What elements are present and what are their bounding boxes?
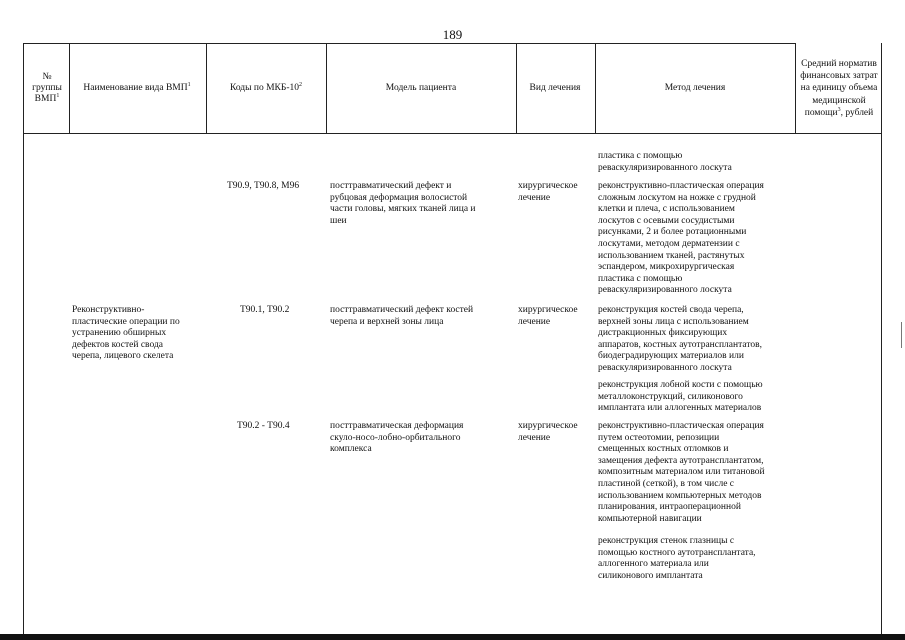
text-line: лечение bbox=[518, 432, 551, 443]
text-line: реконструктивно-пластическая операция bbox=[598, 421, 764, 431]
text-line: биодеградирующих материалов или bbox=[598, 351, 744, 362]
text-line: помощью костного аутотрансплантата, bbox=[598, 547, 756, 558]
row2-treatment-method-a bbox=[598, 305, 762, 375]
scan-bottom-edge bbox=[0, 634, 905, 640]
header-column-rule bbox=[23, 43, 24, 134]
header-column-rule bbox=[595, 43, 596, 134]
row2-codes bbox=[240, 305, 289, 317]
row3-treatment-method-b bbox=[598, 536, 756, 582]
header-vmp-name-label: Наименование вида ВМП bbox=[83, 83, 188, 93]
text-line: рубцовая деформация волосистой bbox=[330, 192, 468, 203]
text-line: силиконового имплантата bbox=[598, 570, 703, 581]
text-line: металлоконструкций, силиконового bbox=[598, 391, 743, 402]
text-line: реваскуляризированного лоскута bbox=[598, 285, 732, 296]
text-line: верхней зоны лица с использованием bbox=[598, 316, 749, 327]
row1-treatment-method bbox=[598, 181, 764, 297]
text-line: T90.2 - T90.4 bbox=[237, 421, 290, 431]
text-line: композитным материалом или титановой bbox=[598, 467, 765, 478]
text-line: черепа и верхней зоны лица bbox=[330, 316, 444, 327]
row3-codes bbox=[237, 421, 290, 433]
row3-treatment-type bbox=[518, 421, 578, 444]
header-treatment-method bbox=[597, 44, 793, 133]
vmp-name-cell bbox=[72, 305, 180, 363]
text-line: сложным лоскутом на ножке с грудной bbox=[598, 192, 756, 203]
text-line: реконструкция костей свода черепа, bbox=[598, 305, 744, 315]
text-line: клетки и плеча, с использованием bbox=[598, 204, 735, 215]
header-column-rule bbox=[326, 43, 327, 134]
row3-treatment-method-a bbox=[598, 421, 765, 525]
text-line: устранению обширных bbox=[72, 328, 167, 339]
text-line: T90.9, T90.8, M96 bbox=[227, 181, 300, 191]
text-line: аппаратов, костных аутотрансплантатов, bbox=[598, 339, 762, 350]
text-line: черепа, лицевого скелета bbox=[72, 351, 174, 362]
page-number: 189 bbox=[442, 27, 463, 42]
footnote-mark: 1 bbox=[56, 92, 60, 99]
header-patient-model bbox=[328, 44, 514, 133]
text-line: скуло-носо-лобно-орбитального bbox=[330, 432, 461, 443]
text-line: аллогенного материала или bbox=[598, 559, 709, 570]
header-patient-model-label: Модель пациента bbox=[385, 83, 457, 93]
text-line: посттравматический дефект костей bbox=[330, 305, 474, 315]
text-line: эспандером, микрохирургическая bbox=[598, 262, 735, 273]
header-icd-codes-label: Коды по МКБ-10 bbox=[229, 83, 300, 93]
header-icd-codes bbox=[208, 44, 324, 133]
header-treatment-type-label: Вид лечения bbox=[529, 83, 581, 93]
text-line: комплекса bbox=[330, 444, 372, 455]
text-line: пластика с помощью bbox=[598, 151, 683, 161]
header-group-no-label: № группы ВМП bbox=[32, 72, 62, 104]
method-continuation bbox=[598, 151, 732, 174]
footnote-mark: 1 bbox=[187, 81, 191, 88]
header-column-rule bbox=[795, 43, 796, 134]
text-line: лоскутами, методом дерматензии с bbox=[598, 238, 740, 249]
text-line: посттравматический дефект и bbox=[330, 181, 452, 191]
table-right-border bbox=[881, 134, 882, 635]
scan-edge-mark bbox=[901, 322, 902, 348]
text-line: использованием компьютерных методов bbox=[598, 490, 762, 501]
text-line: планирования, интраоперационной bbox=[598, 502, 741, 513]
header-cost-norm bbox=[797, 44, 881, 133]
row2-treatment-type bbox=[518, 305, 578, 328]
text-line: хирургическое bbox=[518, 181, 578, 191]
header-vmp-name bbox=[71, 44, 203, 133]
header-bottom-rule bbox=[23, 133, 882, 134]
footnote-mark: 3 bbox=[837, 106, 841, 113]
row1-codes bbox=[227, 181, 299, 193]
text-line: лечение bbox=[518, 192, 551, 203]
text-line: замещения дефекта аутотрансплантатом, bbox=[598, 455, 764, 466]
row1-treatment-type bbox=[518, 181, 578, 204]
text-line: реваскуляризированного лоскута bbox=[598, 162, 732, 173]
text-line: лечение bbox=[518, 316, 551, 327]
text-line: реваскуляризированного лоскута bbox=[598, 362, 732, 373]
header-column-rule bbox=[206, 43, 207, 134]
text-line: смещенных костных отломков и bbox=[598, 444, 729, 455]
text-line: пластика с помощью bbox=[598, 273, 683, 284]
header-column-rule bbox=[881, 43, 882, 134]
footnote-mark: 2 bbox=[299, 81, 303, 88]
row2-patient-model bbox=[330, 305, 473, 328]
text-line: реконструктивно-пластическая операция bbox=[598, 181, 764, 191]
text-line: рисунками, 2 и более ротационными bbox=[598, 227, 747, 238]
row3-patient-model bbox=[330, 421, 463, 456]
text-line: Реконструктивно- bbox=[72, 305, 145, 315]
text-line: реконструкция лобной кости с помощью bbox=[598, 380, 763, 390]
text-line: пластиной (сеткой), в том числе с bbox=[598, 478, 735, 489]
text-line: дефектов костей свода bbox=[72, 339, 163, 350]
row2-treatment-method-b bbox=[598, 380, 763, 415]
text-line: компьютерной навигации bbox=[598, 513, 702, 524]
text-line: шеи bbox=[330, 215, 347, 226]
text-line: путем остеотомии, репозиции bbox=[598, 432, 720, 443]
text-line: хирургическое bbox=[518, 305, 578, 315]
header-treatment-type bbox=[517, 44, 593, 133]
text-line: T90.1, T90.2 bbox=[240, 305, 290, 315]
text-line: части головы, мягких тканей лица и bbox=[330, 204, 476, 215]
text-line: посттравматическая деформация bbox=[330, 421, 464, 431]
row1-patient-model bbox=[330, 181, 476, 227]
text-line: реконструкция стенок глазницы с bbox=[598, 536, 735, 546]
text-line: дистракционных фиксирующих bbox=[598, 328, 728, 339]
header-treatment-method-label: Метод лечения bbox=[664, 83, 726, 93]
header-group-no bbox=[27, 44, 67, 133]
header-column-rule bbox=[69, 43, 70, 134]
header-cost-norm-label: Средний норматив финансовых затрат на единицу объема медицинской помощи bbox=[800, 58, 878, 118]
text-line: пластические операции по bbox=[72, 316, 180, 327]
text-line: имплантата или аллогенных материалов bbox=[598, 403, 762, 414]
table-left-border bbox=[23, 134, 24, 635]
text-line: использованием тканей, растянутых bbox=[598, 250, 745, 261]
header-cost-norm-unit: , рублей bbox=[840, 107, 874, 118]
text-line: лоскутов с осевыми сосудистыми bbox=[598, 215, 735, 226]
text-line: хирургическое bbox=[518, 421, 578, 431]
